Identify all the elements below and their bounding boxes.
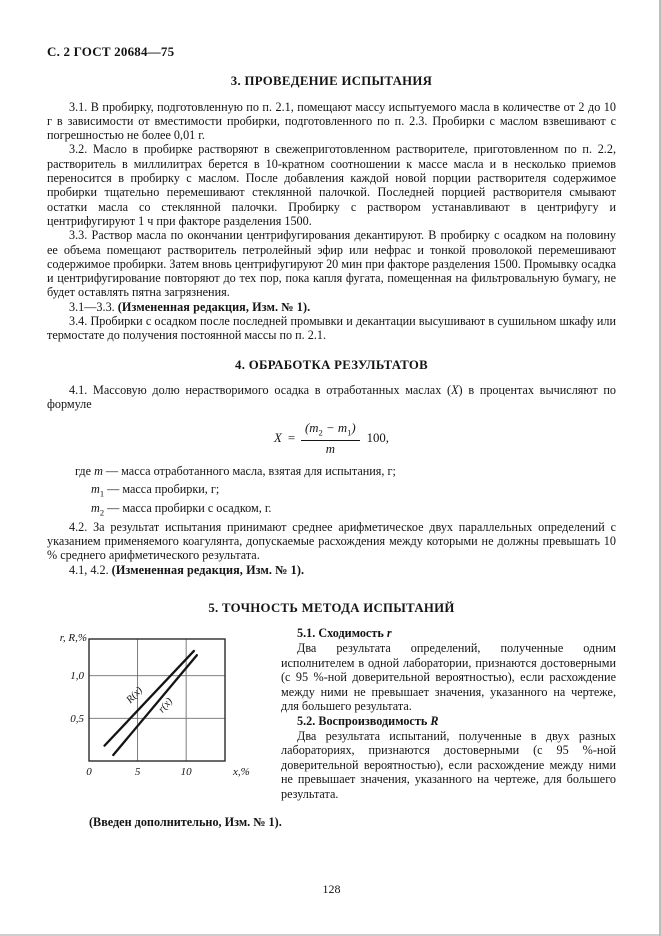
section-5-columns <box>47 626 616 801</box>
chart-series-label: R(x) <box>124 685 145 707</box>
paragraph-4-1 <box>47 383 616 412</box>
section-3-title: 3. ПРОВЕДЕНИЕ ИСПЫТАНИЯ <box>230 74 433 89</box>
page-header: С. 2 ГОСТ 20684—75 <box>47 44 175 59</box>
formula-lhs: X <box>273 431 282 446</box>
amendment-4-prefix: 4.1, 4.2. <box>69 562 112 577</box>
paragraph-4-2: 4.2. За результат испытания принимают среднее арифметическое двух параллельных определений с указанием применяемого коагулянта, допускаемые расхождения между которыми не должны превышать 10 % среднего арифметического результата. <box>47 519 616 563</box>
chart-svg <box>47 633 269 785</box>
definition-m2-text: — масса пробирки с осадком, г. <box>104 501 272 516</box>
heading-5-1-variable: r <box>386 626 392 641</box>
term-m2: m <box>91 501 100 516</box>
amendment-3-prefix: 3.1—3.3. <box>69 299 118 314</box>
formula-equals: = <box>287 431 296 446</box>
numerator-close: ) <box>351 420 356 435</box>
paragraph-5-1: Два результата определений, полученные одним исполнителем в одной лаборатории, признаются достоверными (с 95 %-ной доверительной вероятностью), если расхождение между ними не превышает значения, указанного на чертеже, для большего результата. <box>281 640 616 714</box>
formula <box>47 421 616 457</box>
definition-row-m1 <box>91 482 616 501</box>
fraction <box>301 421 360 457</box>
numerator-m2: (m <box>305 420 319 435</box>
variable-x: X <box>451 382 459 397</box>
paragraph-3-1: 3.1. В пробирку, подготовленную по п. 2.1, помещают массу испытуемого масла в количестве от 2 до 10 г в зависимости от вместимости пробирки, подготовленного по п. 2.3. Пробирки с маслом взвешивают с погрешностью не более 0,01 г. <box>47 99 616 143</box>
chart-y-tick-label: 0,5 <box>70 713 84 726</box>
fraction-numerator <box>301 421 360 441</box>
chart-canvas <box>47 633 281 788</box>
paragraph-3-4: 3.4. Пробирки с осадком после последней промывки и декантации высушивают в сушильном шкафу или термостате до получения постоянной массы по п. 2.1. <box>47 314 616 343</box>
chart-x-axis-label: x,% <box>233 766 250 779</box>
chart-series-label: r(x) <box>156 696 176 716</box>
term-m: m <box>94 463 103 478</box>
chart-x-tick-label: 0 <box>86 766 92 779</box>
paragraph-4-1-text-tail: ) в процентах вычисляют по формуле <box>47 382 616 412</box>
numerator-m1: − m <box>322 420 348 435</box>
term-m1: m <box>91 482 100 497</box>
page-number: 128 <box>322 881 341 896</box>
chart-y-axis-label: r, R,% <box>59 633 87 645</box>
denominator-m: m <box>325 442 335 457</box>
heading-5-2-label: 5.2. Воспроизводимость <box>297 713 431 728</box>
definition-m1-text: — масса пробирки, г; <box>104 482 220 497</box>
paragraph-3-2: 3.2. Масло в пробирке растворяют в свежеприготовленном растворителе, приготовленном по п. 2.2, растворитель в миллилитрах берется в 10-кратном соотношении к массе масла и в несколько приемов переносится в пробирку с маслом. После добавления каждой новой порции растворителя содержимое пробирки тщательно перемешивают стеклянной палочкой. Последней порцией растворителя смывают остатки масла со стеклянной палочки. Пробирку с раствором устанавливают в центрифугу и центрифугируют 1 ч при факторе разделения 1500. <box>47 142 616 228</box>
paragraph-3-3: 3.3. Раствор масла по окончании центрифугирования декантируют. В пробирку с осадком на половину ее объема помещают растворитель петролейный эфир или нефрас и тонкой проволокой перемешивают содержимое пробирки. Затем вновь центрифугируют 20 мин при факторе разделения 1500. Промывку осадка и центрифугирование повторяют до тех пор, пока капля фугата, помещенная на фильтровальную бумагу, не будет оставлять пятна загрязнения. <box>47 228 616 300</box>
footnote-introduced-additionally: (Введен дополнительно, Изм. № 1). <box>89 815 282 830</box>
amendment-note-4 <box>47 563 616 577</box>
where-definitions <box>47 464 616 520</box>
chart-y-tick-label: 1,0 <box>70 670 84 683</box>
amendment-3-bold: (Измененная редакция, Изм. № 1). <box>117 299 311 314</box>
fraction-denominator <box>301 440 360 456</box>
section-5-text-column <box>281 626 616 801</box>
section-5-title: 5. ТОЧНОСТЬ МЕТОДА ИСПЫТАНИЙ <box>208 601 455 616</box>
numerator-sub-2: 2 <box>318 427 323 438</box>
section-4-title: 4. ОБРАБОТКА РЕЗУЛЬТАТОВ <box>235 357 428 372</box>
definition-m-text: — масса отработанного масла, взятая для испытания, г; <box>102 463 396 478</box>
chart-series-line <box>105 651 194 746</box>
amendment-note-3 <box>47 300 616 314</box>
numerator-sub-1: 1 <box>347 427 352 438</box>
definition-row-m2 <box>91 501 616 520</box>
paragraph-4-1-text: 4.1. Массовую долю нерастворимого осадка в отработанных маслах ( <box>69 382 452 397</box>
formula-factor: 100, <box>366 431 389 446</box>
amendment-4-bold: (Измененная редакция, Изм. № 1). <box>111 562 305 577</box>
term-m1-sub: 1 <box>99 488 105 499</box>
paragraph-5-2: Два результата испытаний, полученные в двух разных лабораториях, признаются достоверными (с 95 %-ной доверительной вероятностью), если расхождение между ними не превышает значения, указанного на чертеже, для большего результата. <box>281 728 616 801</box>
heading-5-2-variable: R <box>430 713 439 728</box>
chart-series-line <box>113 656 197 756</box>
definition-row-m <box>75 464 616 483</box>
heading-5-1-label: 5.1. Сходимость <box>297 626 387 641</box>
chart-frame <box>89 639 225 761</box>
heading-5-2 <box>281 714 616 729</box>
chart-x-tick-label: 10 <box>180 766 192 779</box>
where-word: где <box>75 463 95 478</box>
heading-5-1 <box>281 626 616 641</box>
chart-x-tick-label: 5 <box>134 766 141 779</box>
term-m2-sub: 2 <box>99 507 105 518</box>
precision-chart <box>47 626 281 801</box>
